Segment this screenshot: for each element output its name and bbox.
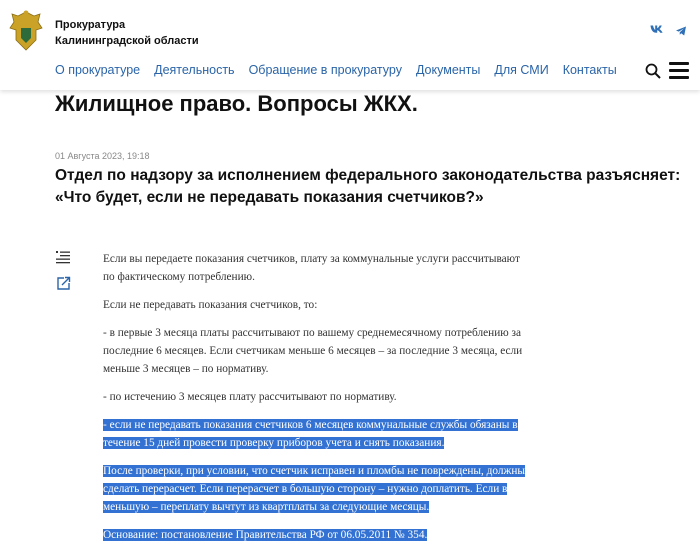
article-date: 01 Августа 2023, 19:18: [55, 151, 150, 161]
nav-item-documents[interactable]: Документы: [415, 63, 481, 77]
paragraph-selected: [103, 462, 533, 516]
page-title: Жилищное право. Вопросы ЖКХ.: [55, 91, 418, 116]
paragraph: - по истечению 3 месяцев плату рассчитывают по нормативу.: [103, 391, 397, 403]
paragraph-selected: [103, 416, 533, 452]
paragraph: - в первые 3 месяца платы рассчитывают по вашему среднемесячному потреблению за последние 6 месяцев. Если счетчикам меньше 6 месяцев – за последние 3 месяца, если меньше 3 месяцев – по нормативу.: [103, 327, 523, 375]
selected-text: - если не передавать показания счетчиков 6 месяцев коммунальные службы обязаны в течение 15 дней провести проверку приборов учета и снять показания.: [103, 419, 518, 449]
selected-text: После проверки, при условии, что счетчик исправен и пломбы не повреждены, должны сделать перерасчет. Если перерасчет в большую сторону – нужно доплатить. Если в меньшую – переплату вычтут из квартплаты за следующие месяцы.: [103, 465, 525, 513]
org-name-line2: Калининградской области: [55, 35, 199, 47]
article-headline: Отдел по надзору за исполнением федерального законодательства разъясняет: «Что будет, если не передавать показания счетчиков?»: [55, 167, 681, 206]
telegram-icon[interactable]: [675, 25, 687, 37]
print-icon[interactable]: [55, 250, 71, 266]
nav-item-about[interactable]: О прокуратуре: [55, 63, 141, 77]
nav-item-contacts[interactable]: Контакты: [562, 63, 617, 77]
paragraph-selected: [103, 526, 533, 544]
nav-item-appeal[interactable]: Обращение в прокуратуру: [248, 63, 402, 77]
nav-item-media[interactable]: Для СМИ: [494, 63, 549, 77]
search-icon[interactable]: [645, 63, 661, 79]
selected-text: Основание: постановление Правительства РФ от 06.05.2011 № 354.: [103, 529, 428, 541]
menu-icon[interactable]: [669, 62, 689, 78]
nav-item-activity[interactable]: Деятельность: [154, 63, 235, 77]
main-nav: [55, 63, 631, 77]
article-body: [103, 250, 533, 549]
org-name-line1: Прокуратура: [55, 19, 126, 31]
paragraph: Если вы передаете показания счетчиков, плату за коммунальные услуги рассчитывают по фактическому потреблению.: [103, 253, 520, 283]
share-icon[interactable]: [55, 275, 71, 291]
vk-icon[interactable]: [650, 24, 664, 34]
site-header: [0, 0, 700, 90]
org-name[interactable]: [55, 17, 199, 49]
paragraph: Если не передавать показания счетчиков, то:: [103, 299, 318, 311]
emblem-logo[interactable]: [6, 8, 46, 54]
